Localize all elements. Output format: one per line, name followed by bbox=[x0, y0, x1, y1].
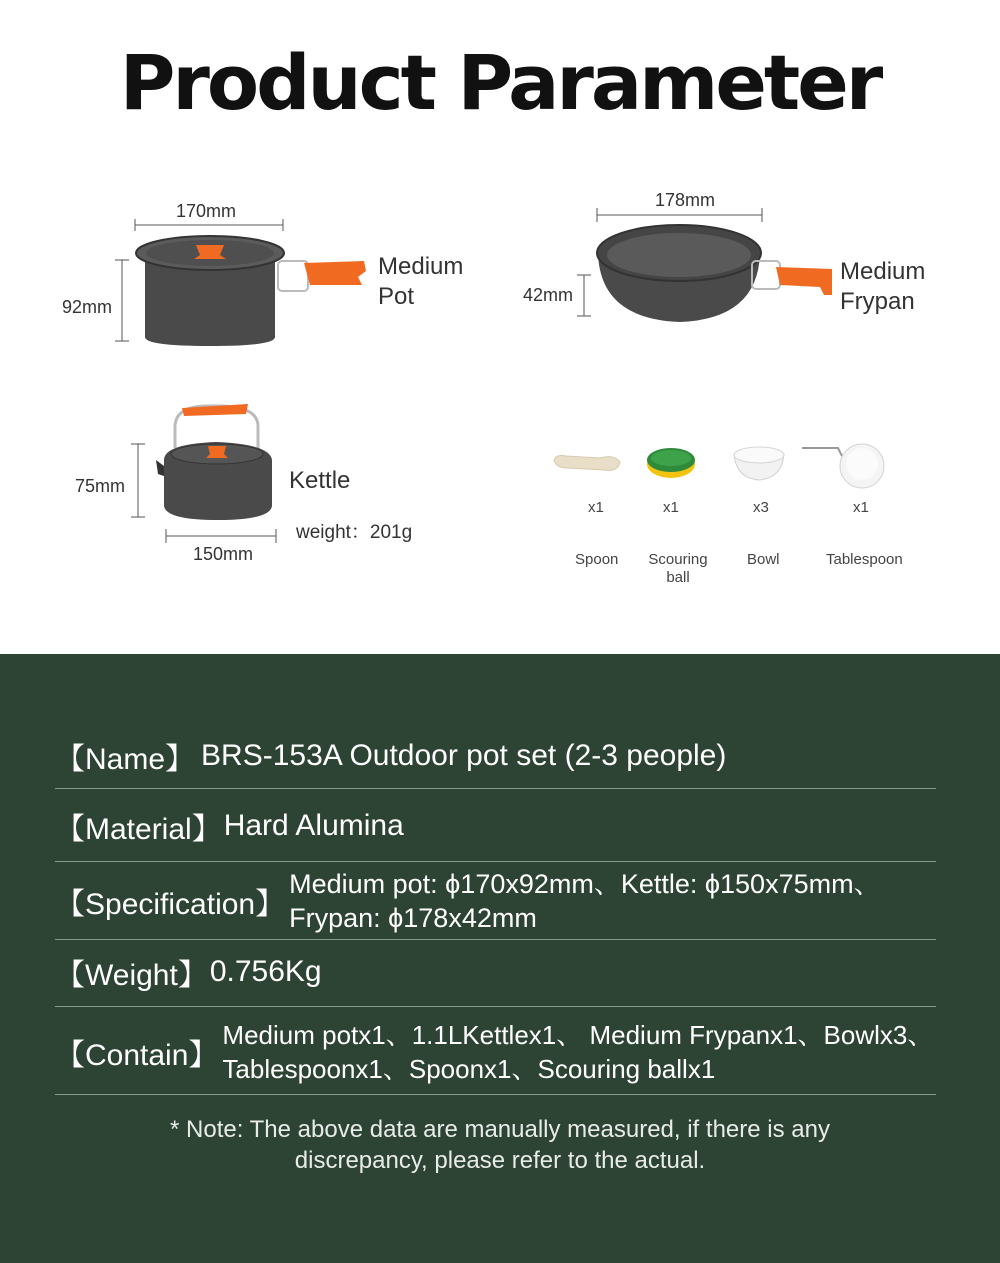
medium-frypan-image bbox=[570, 195, 840, 330]
frypan-label bbox=[840, 257, 925, 317]
divider bbox=[55, 939, 936, 940]
spec-row-material bbox=[55, 800, 936, 852]
divider bbox=[55, 788, 936, 789]
divider bbox=[55, 861, 936, 862]
weight-key: 【Weight】 bbox=[55, 959, 208, 992]
pot-width-label: 170mm bbox=[176, 201, 237, 221]
page-title: Product Parameter bbox=[119, 38, 881, 127]
scouring-ball-name-line1: Scouring bbox=[648, 551, 708, 568]
bowl-qty: x3 bbox=[753, 499, 769, 516]
bowl-icon bbox=[734, 447, 784, 480]
pot-label-line1: Medium bbox=[378, 253, 464, 280]
spec-row-contain bbox=[55, 1016, 936, 1088]
kettle-weight: weight：201g bbox=[296, 522, 413, 543]
specification-line2: Frypan: ϕ178x42mm bbox=[289, 903, 537, 933]
note-line2: discrepancy, please refer to the actual. bbox=[294, 1147, 706, 1174]
spoon-icon bbox=[554, 456, 620, 471]
divider bbox=[55, 1006, 936, 1007]
medium-pot-image bbox=[100, 215, 380, 355]
note-line1: * Note: The above data are manually measured, if there is any bbox=[170, 1116, 830, 1143]
spec-row-name bbox=[55, 730, 936, 782]
frypan-height-label: 42mm bbox=[523, 285, 574, 305]
kettle-image bbox=[120, 398, 290, 548]
material-key: 【Material】 bbox=[55, 813, 222, 846]
weight-value: 0.756Kg bbox=[209, 955, 322, 988]
scouring-ball-name bbox=[636, 551, 720, 587]
frypan-label-line2: Frypan bbox=[840, 288, 915, 315]
specification-value bbox=[289, 867, 880, 935]
contain-key: 【Contain】 bbox=[55, 1039, 219, 1072]
pot-label-line2: Pot bbox=[378, 283, 415, 310]
material-value: Hard Alumina bbox=[223, 809, 404, 842]
contain-line1: Medium potx1、1.1LKettlex1、 Medium Frypanx1、Bowlx3、 bbox=[222, 1020, 934, 1050]
measurement-note bbox=[0, 1114, 1000, 1176]
tablespoon-icon bbox=[802, 444, 884, 488]
accessories-image bbox=[548, 440, 893, 490]
tablespoon-qty: x1 bbox=[853, 499, 869, 516]
divider bbox=[55, 1094, 936, 1095]
frypan-label-line1: Medium bbox=[840, 258, 926, 285]
contain-line2: Tablespoonx1、Spoonx1、Scouring ballx1 bbox=[222, 1054, 716, 1084]
kettle-height-label: 75mm bbox=[75, 476, 126, 496]
tablespoon-name: Tablespoon bbox=[826, 551, 903, 568]
kettle-label: Kettle bbox=[289, 467, 351, 494]
name-value: BRS-153A Outdoor pot set (2-3 people) bbox=[201, 739, 727, 772]
spec-row-weight bbox=[55, 946, 936, 998]
scouring-ball-icon bbox=[647, 448, 695, 478]
pot-height-label: 92mm bbox=[62, 297, 113, 317]
scouring-ball-qty: x1 bbox=[663, 499, 679, 516]
spec-row-specification bbox=[55, 865, 936, 937]
bowl-name: Bowl bbox=[747, 551, 780, 568]
frypan-width-label: 178mm bbox=[655, 190, 716, 210]
scouring-ball-name-line2: ball bbox=[666, 569, 690, 586]
contain-value bbox=[222, 1018, 933, 1086]
name-key: 【Name】 bbox=[55, 743, 196, 776]
specification-line1: Medium pot: ϕ170x92mm、Kettle: ϕ150x75mm、 bbox=[289, 869, 881, 899]
kettle-width-label: 150mm bbox=[193, 544, 254, 564]
pot-label bbox=[378, 252, 463, 312]
spoon-name: Spoon bbox=[575, 551, 619, 568]
specification-key: 【Specification】 bbox=[55, 888, 286, 921]
spoon-qty: x1 bbox=[588, 499, 604, 516]
